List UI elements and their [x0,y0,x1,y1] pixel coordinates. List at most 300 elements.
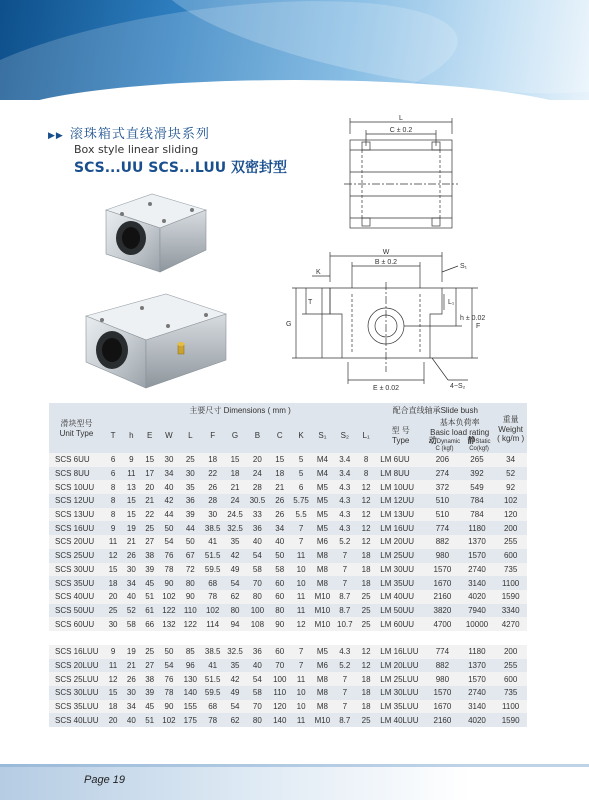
table-cell: 3140 [460,576,495,590]
table-cell: M10 [311,590,333,604]
header-slide-bush: 配合直线轴承Slide bush [376,403,494,417]
table-cell: 90 [179,590,201,604]
page-footer [0,764,589,800]
table-cell: M6 [311,659,333,673]
table-cell: 35 [224,659,246,673]
table-cell: 24 [246,467,268,481]
table-cell: 1570 [460,549,495,563]
bush-type-cell: LM 16UU [376,521,425,535]
table-row [49,659,527,673]
bush-type-cell: LM 12UU [376,494,425,508]
table-cell: 36 [246,521,268,535]
table-cell: 70 [269,659,291,673]
table-cell: 42 [224,549,246,563]
table-cell: 2740 [460,686,495,700]
unit-type-cell: SCS 30LUU [49,686,104,700]
bush-type-cell: LM 30UU [376,563,425,577]
table-cell: 1590 [494,713,527,727]
table-cell: 21 [122,659,140,673]
table-cell: M4 [311,453,333,467]
table-cell: 8 [104,508,122,522]
bush-type-cell: LM 20LUU [376,659,425,673]
table-cell: 3.4 [334,467,356,481]
table-cell: 11 [291,713,311,727]
unit-type-cell: SCS 16LUU [49,645,104,659]
table-cell: 980 [425,672,460,686]
table-spacer-cell [49,631,527,645]
table-row [49,521,527,535]
table-cell: 122 [159,604,179,618]
spec-table [49,403,527,727]
table-cell: 114 [201,617,223,631]
table-cell: 35 [179,480,201,494]
table-cell: 18 [104,700,122,714]
table-cell: 36 [246,645,268,659]
table-cell: 21 [224,480,246,494]
table-cell: 1180 [460,521,495,535]
table-cell: 40 [269,535,291,549]
table-body [49,453,527,727]
table-cell: 1590 [494,590,527,604]
table-cell: 20 [104,713,122,727]
table-cell: 1180 [460,645,495,659]
header-model-en: Unit Type [59,429,94,438]
table-cell: 10000 [460,617,495,631]
table-cell: 25 [141,645,159,659]
unit-type-cell: SCS 40LUU [49,713,104,727]
table-cell: 85 [179,645,201,659]
table-cell: 735 [494,563,527,577]
table-cell: 66 [141,617,159,631]
table-cell: 7 [334,576,356,590]
table-cell: 3.4 [334,453,356,467]
table-cell: 8 [356,453,376,467]
table-cell: 882 [425,659,460,673]
table-cell: 38 [141,672,159,686]
dim-F-label: F [476,323,481,330]
model-prefix: SCS...UU SCS...LUU [74,160,227,176]
table-cell: 12 [356,494,376,508]
table-cell: 200 [494,521,527,535]
table-cell: 32.5 [224,645,246,659]
header-weight-unit: ( kg/m ) [497,433,525,443]
title-cn-line [48,123,287,142]
table-row [49,453,527,467]
model-title [74,157,287,177]
table-row [49,467,527,481]
table-row [49,700,527,714]
table-cell: 5.75 [291,494,311,508]
col-header: W [159,417,179,453]
table-cell: 6 [104,467,122,481]
table-cell: 67 [179,549,201,563]
bush-type-cell: LM 50UU [376,604,425,618]
dim-W-label: W [382,249,390,256]
bush-type-cell: LM 16LUU [376,645,425,659]
table-subheader-row [49,417,527,453]
table-cell: 78 [159,686,179,700]
header-bush-type [376,417,425,453]
unit-type-cell: SCS 6UU [49,453,104,467]
title-en: Box style linear sliding [74,143,199,156]
table-cell: 206 [425,453,460,467]
table-cell: 18 [356,549,376,563]
table-cell: 62 [224,590,246,604]
table-cell: 7 [334,700,356,714]
table-cell: 45 [141,576,159,590]
table-header-row [49,403,527,417]
table-cell: 94 [224,617,246,631]
table-cell: 735 [494,686,527,700]
table-cell: 24 [224,494,246,508]
table-cell: 784 [460,494,495,508]
col-header: h [122,417,140,453]
table-cell: 34 [122,700,140,714]
table-cell: 11 [291,549,311,563]
table-cell: 10 [291,686,311,700]
table-cell: 54 [159,535,179,549]
table-cell: 7 [291,659,311,673]
table-cell: 10 [291,700,311,714]
table-cell: 45 [141,700,159,714]
table-cell: M5 [311,480,333,494]
table-cell: 32.5 [224,521,246,535]
unit-type-cell: SCS 16UU [49,521,104,535]
table-cell: 40 [122,713,140,727]
table-row [49,508,527,522]
table-cell: 28 [201,494,223,508]
dim-T-label: T [308,299,313,306]
table-cell: 90 [159,700,179,714]
table-cell: 255 [494,535,527,549]
table-row [49,672,527,686]
table-cell: 5.2 [334,535,356,549]
drawing-front-view [272,248,512,398]
unit-type-cell: SCS 60UU [49,617,104,631]
table-cell: 18 [356,686,376,700]
table-cell: 9 [104,521,122,535]
table-cell: 59.5 [201,686,223,700]
table-cell: 40 [159,480,179,494]
unit-type-cell: SCS 25LUU [49,672,104,686]
table-cell: 90 [159,576,179,590]
table-cell: 60 [269,576,291,590]
dim-K-label: K [316,269,321,276]
table-cell: M6 [311,535,333,549]
table-cell: 12 [104,672,122,686]
table-cell: M8 [311,563,333,577]
table-cell: M10 [311,713,333,727]
bush-type-cell: LM 13UU [376,508,425,522]
table-cell: 51 [141,590,159,604]
arrow-icon: ▶▶ [48,131,64,141]
table-cell: 41 [201,535,223,549]
table-row [49,576,527,590]
product-image-long [82,290,230,392]
dim-L1-label: L₁ [448,299,455,306]
table-cell: 110 [269,686,291,700]
table-cell: 600 [494,672,527,686]
bush-type-cell: LM 40LUU [376,713,425,727]
table-cell: 15 [269,453,291,467]
table-cell: 100 [269,672,291,686]
col-header: B [246,417,268,453]
table-cell: 11 [104,659,122,673]
table-cell: 26 [122,549,140,563]
title-cn: 滚珠箱式直线滑块系列 [69,127,210,142]
table-row [49,535,527,549]
header-load-cn: 基本负荷率 [439,418,480,427]
table-cell: 3820 [425,604,460,618]
header-dynamic: 动Dynamic C (kgf) [428,436,461,452]
header-load-en: Basic load rating [430,428,490,437]
table-cell: 4020 [460,713,495,727]
table-cell: 15 [122,508,140,522]
header-load-rating [425,417,494,453]
table-cell: 102 [159,713,179,727]
table-cell: 19 [122,645,140,659]
table-cell: 39 [141,686,159,700]
table-cell: 21 [269,480,291,494]
table-cell: 8 [104,494,122,508]
col-header: C [269,417,291,453]
table-cell: 50 [269,549,291,563]
table-cell: 1370 [460,535,495,549]
table-cell: 8 [104,480,122,494]
table-cell: 265 [460,453,495,467]
table-cell: 58 [246,563,268,577]
table-cell: 30 [122,563,140,577]
table-cell: 7940 [460,604,495,618]
table-row [49,549,527,563]
table-cell: 9 [104,645,122,659]
table-cell: 13 [122,480,140,494]
table-cell: 78 [201,590,223,604]
table-cell: 18 [269,467,291,481]
table-cell: 882 [425,535,460,549]
table-cell: 1570 [425,563,460,577]
table-cell: 110 [179,604,201,618]
table-cell: 8.7 [334,713,356,727]
table-cell: 27 [141,535,159,549]
table-cell: M5 [311,521,333,535]
table-cell: M4 [311,467,333,481]
table-cell: 120 [494,508,527,522]
table-cell: 21 [141,494,159,508]
unit-type-cell: SCS 13UU [49,508,104,522]
table-cell: M8 [311,700,333,714]
header-unit-type [49,403,104,453]
table-cell: 58 [246,686,268,700]
header-dimensions: 主要尺寸 Dimensions ( mm ) [104,403,376,417]
table-cell: 30 [159,453,179,467]
table-cell: 155 [179,700,201,714]
table-cell: 62 [224,713,246,727]
unit-type-cell: SCS 30UU [49,563,104,577]
table-cell: 6 [291,480,311,494]
table-cell: 34 [122,576,140,590]
table-cell: 132 [159,617,179,631]
table-cell: 15 [122,494,140,508]
table-cell: 59.5 [201,563,223,577]
table-cell: 8.7 [334,604,356,618]
table-cell: 11 [291,590,311,604]
page-number: Page 19 [84,774,125,786]
bush-type-cell: LM 40UU [376,590,425,604]
table-cell: 33 [246,508,268,522]
table-cell: 140 [269,713,291,727]
model-suffix: 双密封型 [230,160,287,176]
header-model-cn: 滑块型号 [60,419,93,428]
table-cell: 26 [122,672,140,686]
table-cell: 1670 [425,576,460,590]
table-cell: 8.7 [334,590,356,604]
table-cell: 12 [104,549,122,563]
unit-type-cell: SCS 20UU [49,535,104,549]
table-cell: 30 [104,617,122,631]
table-cell: 39 [141,563,159,577]
table-cell: 25 [356,604,376,618]
table-cell: 24.5 [224,508,246,522]
table-cell: 90 [269,617,291,631]
footer-bar [0,764,589,767]
table-cell: 255 [494,659,527,673]
table-cell: 4020 [460,590,495,604]
table-cell: 980 [425,549,460,563]
table-cell: 3340 [494,604,527,618]
table-cell: M8 [311,672,333,686]
table-cell: 58 [269,563,291,577]
table-cell: 784 [460,508,495,522]
bush-type-cell: LM 35UU [376,576,425,590]
table-cell: 19 [122,521,140,535]
table-cell: 7 [334,672,356,686]
table-cell: 26 [269,494,291,508]
table-cell: 7 [291,535,311,549]
bush-type-cell: LM 10UU [376,480,425,494]
table-cell: 7 [291,645,311,659]
table-cell: 2160 [425,713,460,727]
table-cell: 50 [179,535,201,549]
col-header: G [224,417,246,453]
table-cell: 76 [159,549,179,563]
table-cell: 70 [246,700,268,714]
col-header: K [291,417,311,453]
table-cell: 102 [494,494,527,508]
table-cell: M8 [311,686,333,700]
table-cell: 122 [179,617,201,631]
col-header: E [141,417,159,453]
table-cell: 38.5 [201,645,223,659]
title-block [48,123,287,177]
table-cell: 78 [159,563,179,577]
table-cell: 61 [141,604,159,618]
table-cell: 36 [179,494,201,508]
table-cell: 50 [159,521,179,535]
table-cell: 25 [179,453,201,467]
table-cell: 60 [269,590,291,604]
table-cell: 39 [179,508,201,522]
table-cell: 120 [269,700,291,714]
table-cell: 18 [356,700,376,714]
table-cell: 4700 [425,617,460,631]
table-cell: 2740 [460,563,495,577]
table-cell: 12 [356,508,376,522]
table-cell: 50 [159,645,179,659]
table-cell: 392 [460,467,495,481]
table-cell: 38 [141,549,159,563]
table-row [49,604,527,618]
col-header: S₁ [311,417,333,453]
table-cell: 42 [159,494,179,508]
table-cell: 49 [224,563,246,577]
table-cell: 22 [141,508,159,522]
table-cell: 70 [246,576,268,590]
table-cell: 175 [179,713,201,727]
table-cell: 8 [356,467,376,481]
table-cell: 4.3 [334,645,356,659]
col-header: S₂ [334,417,356,453]
table-cell: 34 [269,521,291,535]
table-cell: 140 [179,686,201,700]
table-cell: 54 [224,700,246,714]
table-cell: 18 [356,576,376,590]
table-cell: M5 [311,494,333,508]
table-cell: 80 [224,604,246,618]
table-cell: 54 [159,659,179,673]
table-cell: 3140 [460,700,495,714]
table-cell: 7 [334,563,356,577]
bush-type-cell: LM 8UU [376,467,425,481]
unit-type-cell: SCS 50UU [49,604,104,618]
table-cell: 11 [291,672,311,686]
table-cell: 372 [425,480,460,494]
table-cell: 34 [159,467,179,481]
table-cell: 51.5 [201,672,223,686]
table-row [49,590,527,604]
table-cell: 18 [201,453,223,467]
table-cell: 58 [122,617,140,631]
table-cell: 774 [425,521,460,535]
dim-E-label: E ± 0.02 [372,385,400,392]
table-cell: 4270 [494,617,527,631]
bush-type-cell: LM 30LUU [376,686,425,700]
table-cell: 68 [201,576,223,590]
table-cell: 10 [291,563,311,577]
table-cell: 26 [201,480,223,494]
table-cell: 38.5 [201,521,223,535]
table-cell: 30 [179,467,201,481]
col-header: T [104,417,122,453]
table-cell: 18 [356,563,376,577]
table-cell: 549 [460,480,495,494]
unit-type-cell: SCS 8UU [49,467,104,481]
table-row [49,686,527,700]
table-cell: 18 [104,576,122,590]
table-cell: 274 [425,467,460,481]
table-cell: 12 [291,617,311,631]
table-cell: 27 [141,659,159,673]
header-weight-cn: 重量 [502,414,519,424]
header-static: 静Static Co(kgf) [467,436,491,452]
table-row [49,713,527,727]
table-cell: M5 [311,508,333,522]
bush-type-cell: LM 25LUU [376,672,425,686]
table-cell: 4.3 [334,480,356,494]
table-cell: 92 [494,480,527,494]
bush-type-cell: LM 20UU [376,535,425,549]
table-cell: 25 [141,521,159,535]
